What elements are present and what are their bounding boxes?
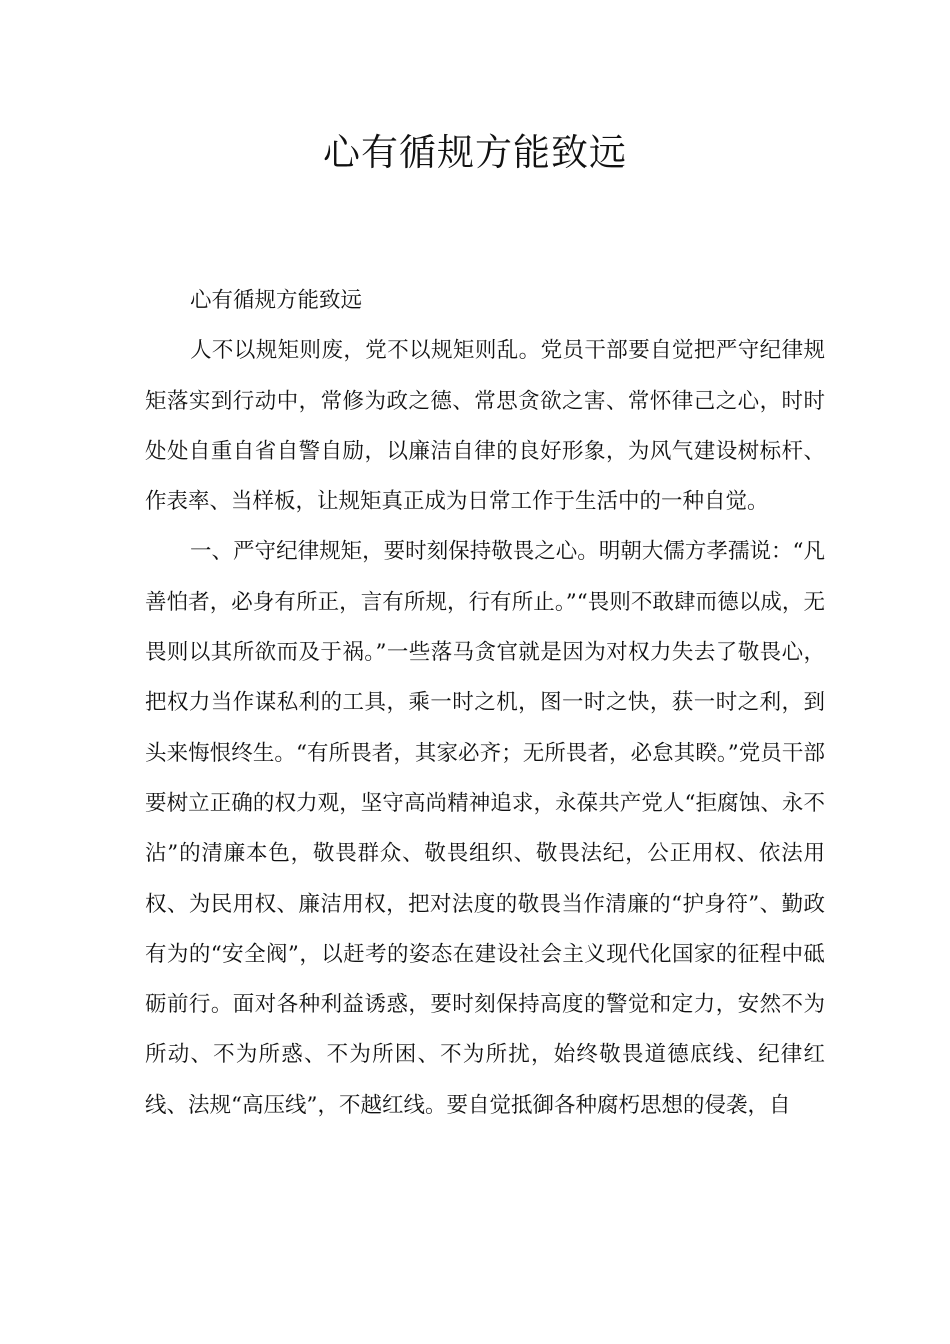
subtitle-paragraph: 心有循规方能致远 bbox=[190, 288, 363, 313]
intro-paragraph: 人不以规矩则废，党不以规矩则乱。党员干部要自觉把严守纪律规矩落实到行动中，常修为政之德、常思贪欲之害、常怀律己之心，时时处处自重自省自警自励，以廉洁自律的良好形象，为风气建设树标杆、作表率、当样板，让规矩真正成为日常工作于生活中的一种自觉。 bbox=[145, 338, 825, 515]
document-title: 心有循规方能致远 bbox=[323, 131, 627, 174]
document-body bbox=[145, 276, 825, 1131]
section-one-paragraph: 一、严守纪律规矩，要时刻保持敬畏之心。明朝大儒方孝孺说：“凡善怕者，必身有所正，言有所规，行有所止。”“畏则不敢肆而德以成，无畏则以其所欲而及于祸。”一些落马贪官就是因为对权力失去了敬畏心，把权力当作谋私利的工具，乘一时之机，图一时之快，获一时之利，到头来悔恨终生。“有所畏者，其家必齐；无所畏者，必怠其睽。”党员干部要树立正确的权力观，坚守高尚精神追求，永葆共产党人“拒腐蚀、永不沾”的清廉本色，敬畏群众、敬畏组织、敬畏法纪，公正用权、依法用权、为民用权、廉洁用权，把对法度的敬畏当作清廉的“护身符”、勤政有为的“安全阀”，以赶考的姿态在建设社会主义现代化国家的征程中砥砺前行。面对各种利益诱惑，要时刻保持高度的警觉和定力，安然不为所动、不为所惑、不为所困、不为所扰，始终敬畏道德底线、纪律红线、法规“高压线”，不越红线。要自觉抵御各种腐朽思想的侵袭，自 bbox=[145, 539, 825, 1118]
